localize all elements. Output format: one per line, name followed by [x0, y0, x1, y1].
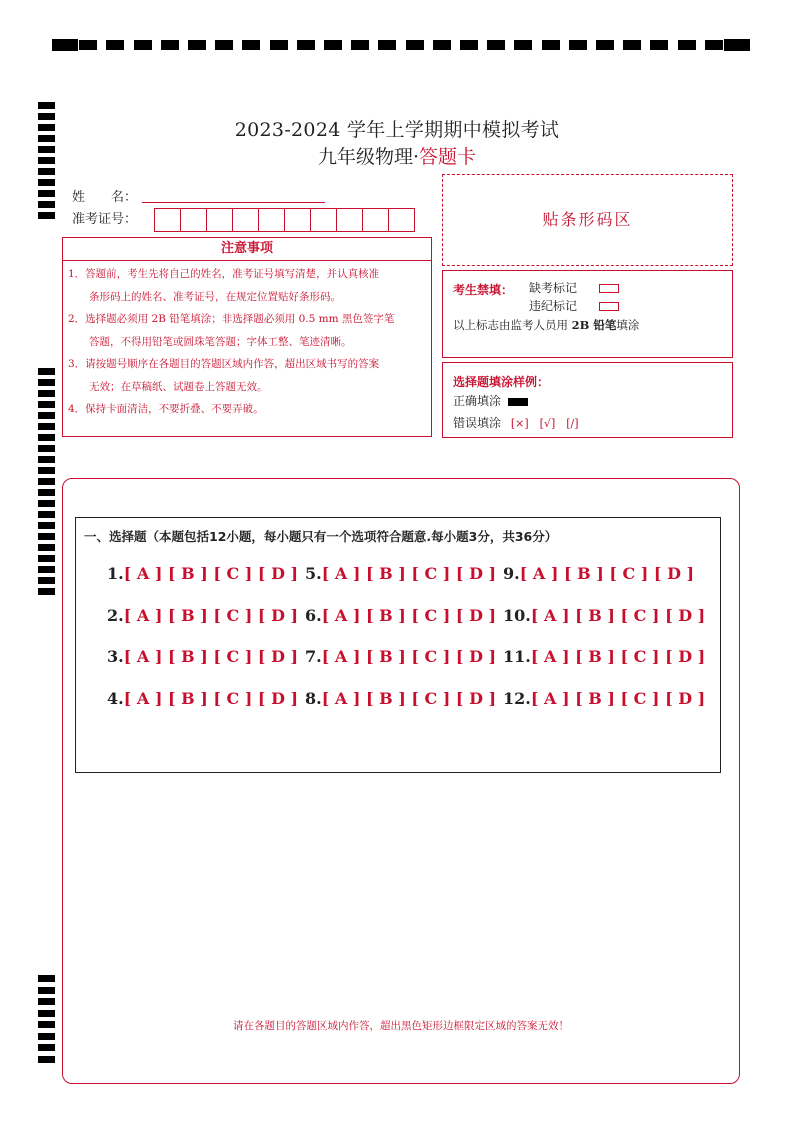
question-number: 12.	[503, 689, 531, 708]
timing-mark	[38, 212, 55, 219]
wrong-fill-label: 错误填涂	[453, 416, 502, 430]
question-options[interactable]: [ A ] [ B ] [ C ] [ D ]	[123, 606, 299, 625]
timing-mark	[351, 40, 369, 50]
name-field[interactable]	[142, 202, 325, 203]
sample-fill-label: 选择题填涂样例：	[453, 375, 550, 389]
exam-number-label: 准考证号：	[72, 212, 138, 227]
violation-mark-box[interactable]	[599, 302, 619, 311]
examiner-note-suffix: 填涂	[616, 318, 640, 332]
timing-mark	[378, 40, 396, 50]
exam-number-boxes[interactable]	[155, 208, 415, 230]
timing-mark	[134, 40, 152, 50]
timing-mark	[38, 379, 55, 386]
timing-mark	[38, 1044, 55, 1051]
timing-mark	[79, 40, 97, 50]
absent-mark-label: 缺考标记	[529, 281, 578, 295]
choice-question	[107, 647, 298, 666]
exam-number-cell[interactable]	[232, 208, 259, 232]
question-options[interactable]: [ A ] [ B ] [ C ] [ D ]	[123, 689, 299, 708]
subtitle-answer-card: 答题卡	[419, 146, 477, 168]
question-number: 6.	[305, 606, 322, 625]
choice-question	[305, 689, 496, 708]
notice-item: 2．选择题必须用 2B 铅笔填涂；非选择题必须用 0.5 mm 黑色签字笔	[68, 313, 395, 325]
timing-mark	[406, 40, 424, 50]
choice-section-box	[75, 517, 721, 773]
timing-mark	[487, 40, 505, 50]
choice-question	[107, 689, 298, 708]
page-title: 2023-2024 学年上学期期中模拟考试	[234, 119, 560, 141]
question-options[interactable]: [ A ] [ B ] [ C ] [ D ]	[530, 647, 706, 666]
page-subtitle	[0, 142, 794, 169]
barcode-label: 贴条形码区	[542, 210, 633, 229]
subtitle-subject: 九年级物理·	[317, 146, 420, 168]
barcode-area	[442, 174, 733, 266]
timing-mark	[38, 102, 55, 109]
question-options[interactable]: [ A ] [ B ] [ C ] [ D ]	[519, 564, 695, 583]
choice-question	[503, 606, 705, 625]
timing-mark	[678, 40, 696, 50]
timing-mark	[297, 40, 315, 50]
timing-mark	[38, 588, 55, 595]
choice-question	[503, 689, 705, 708]
timing-mark	[38, 998, 55, 1005]
examiner-only-box	[442, 270, 733, 358]
choice-question	[503, 564, 694, 583]
timing-mark	[161, 40, 179, 50]
timing-mark	[38, 1033, 55, 1040]
choice-question	[305, 606, 496, 625]
timing-mark	[542, 40, 560, 50]
timing-mark	[38, 1021, 55, 1028]
timing-mark	[38, 1010, 55, 1017]
examiner-note	[453, 317, 639, 333]
timing-mark	[38, 423, 55, 430]
timing-mark	[38, 987, 55, 994]
timing-mark	[38, 445, 55, 452]
timing-mark	[38, 511, 55, 518]
question-options[interactable]: [ A ] [ B ] [ C ] [ D ]	[123, 564, 299, 583]
timing-mark	[433, 40, 451, 50]
choice-question	[305, 564, 496, 583]
examiner-note-prefix: 以上标志由监考人员用	[453, 318, 572, 332]
timing-mark	[596, 40, 614, 50]
timing-mark	[724, 39, 750, 51]
timing-mark	[38, 390, 55, 397]
notice-box	[62, 261, 432, 437]
exam-number-cell[interactable]	[154, 208, 181, 232]
question-options[interactable]: [ A ] [ B ] [ C ] [ D ]	[530, 606, 706, 625]
question-number: 7.	[305, 647, 322, 666]
timing-mark	[38, 179, 55, 186]
question-number: 8.	[305, 689, 322, 708]
timing-mark	[38, 522, 55, 529]
notice-item: 答题，不得用铅笔或圆珠笔答题；字体工整、笔迹清晰。	[68, 335, 352, 348]
examiner-note-bold: 2B 铅笔	[571, 318, 617, 332]
timing-mark	[270, 40, 288, 50]
name-label: 姓 名：	[72, 190, 138, 205]
notice-item: 1．答题前，考生先将自己的姓名，准考证号填写清楚，并认真核准	[68, 268, 380, 280]
timing-mark	[38, 368, 55, 375]
timing-mark	[38, 401, 55, 408]
question-options[interactable]: [ A ] [ B ] [ C ] [ D ]	[321, 564, 497, 583]
timing-mark	[460, 40, 478, 50]
notice-item: 无效；在草稿纸、试题卷上答题无效。	[68, 380, 268, 393]
timing-mark	[324, 40, 342, 50]
exam-number-cell[interactable]	[206, 208, 233, 232]
timing-mark	[38, 975, 55, 982]
question-number: 11.	[503, 647, 531, 666]
question-options[interactable]: [ A ] [ B ] [ C ] [ D ]	[123, 647, 299, 666]
question-options[interactable]: [ A ] [ B ] [ C ] [ D ]	[321, 689, 497, 708]
notice-list	[68, 263, 394, 421]
timing-mark	[569, 40, 587, 50]
timing-mark	[38, 412, 55, 419]
choice-section-title: 一、选择题（本题包括12小题，每小题只有一个选项符合题意.每小题3分，共36分）	[84, 529, 558, 544]
correct-fill-sample	[508, 398, 528, 406]
question-number: 2.	[107, 606, 124, 625]
timing-mark	[38, 478, 55, 485]
wrong-fill-samples: [×] [√] [/]	[510, 417, 579, 430]
exam-number-cell[interactable]	[180, 208, 207, 232]
exam-number-cell[interactable]	[284, 208, 311, 232]
timing-mark	[38, 555, 55, 562]
notice-item: 4．保持卡面清洁，不要折叠、不要弄破。	[68, 403, 264, 415]
correct-fill-label: 正确填涂	[453, 394, 502, 408]
timing-mark	[38, 566, 55, 573]
choice-question	[107, 606, 298, 625]
exam-number-cell[interactable]	[310, 208, 337, 232]
notice-item: 条形码上的姓名、准考证号，在规定位置贴好条形码。	[68, 290, 341, 303]
timing-mark	[215, 40, 233, 50]
timing-mark	[106, 40, 124, 50]
timing-mark	[38, 1056, 55, 1063]
question-options[interactable]: [ A ] [ B ] [ C ] [ D ]	[321, 647, 497, 666]
notice-heading: 注意事项	[62, 237, 432, 261]
timing-mark	[38, 533, 55, 540]
left-timing-marks-middle	[38, 368, 55, 600]
choice-question	[503, 647, 705, 666]
timing-mark	[38, 190, 55, 197]
timing-mark	[38, 544, 55, 551]
top-timing-marks	[52, 38, 750, 52]
timing-mark	[52, 39, 78, 51]
absent-mark-box[interactable]	[599, 284, 619, 293]
timing-mark	[38, 467, 55, 474]
question-number: 10.	[503, 606, 531, 625]
timing-mark	[38, 456, 55, 463]
timing-mark	[38, 489, 55, 496]
choice-question	[107, 564, 298, 583]
timing-mark	[38, 201, 55, 208]
exam-number-cell[interactable]	[336, 208, 363, 232]
footer-warning: 请在各题目的答题区域内作答，超出黑色矩形边框限定区域的答案无效！	[233, 1020, 569, 1032]
exam-number-cell[interactable]	[362, 208, 389, 232]
question-number: 3.	[107, 647, 124, 666]
question-number: 5.	[305, 564, 322, 583]
timing-mark	[38, 168, 55, 175]
question-number: 1.	[107, 564, 124, 583]
question-number: 9.	[503, 564, 520, 583]
question-options[interactable]: [ A ] [ B ] [ C ] [ D ]	[321, 606, 497, 625]
timing-mark	[38, 434, 55, 441]
timing-mark	[38, 577, 55, 584]
left-timing-marks-bottom	[38, 975, 55, 1065]
timing-mark	[514, 40, 532, 50]
timing-mark	[705, 40, 723, 50]
sample-fill-box	[442, 362, 733, 438]
choice-question	[305, 647, 496, 666]
timing-mark	[650, 40, 668, 50]
question-number: 4.	[107, 689, 124, 708]
notice-item: 3．请按题号顺序在各题目的答题区域内作答，超出区域书写的答案	[68, 358, 380, 370]
exam-number-cell[interactable]	[388, 208, 415, 232]
exam-number-cell[interactable]	[258, 208, 285, 232]
timing-mark	[188, 40, 206, 50]
timing-mark	[623, 40, 641, 50]
violation-mark-label: 违纪标记	[529, 299, 578, 313]
timing-mark	[242, 40, 260, 50]
examiner-only-label: 考生禁填：	[453, 283, 514, 297]
question-options[interactable]: [ A ] [ B ] [ C ] [ D ]	[530, 689, 706, 708]
timing-mark	[38, 500, 55, 507]
